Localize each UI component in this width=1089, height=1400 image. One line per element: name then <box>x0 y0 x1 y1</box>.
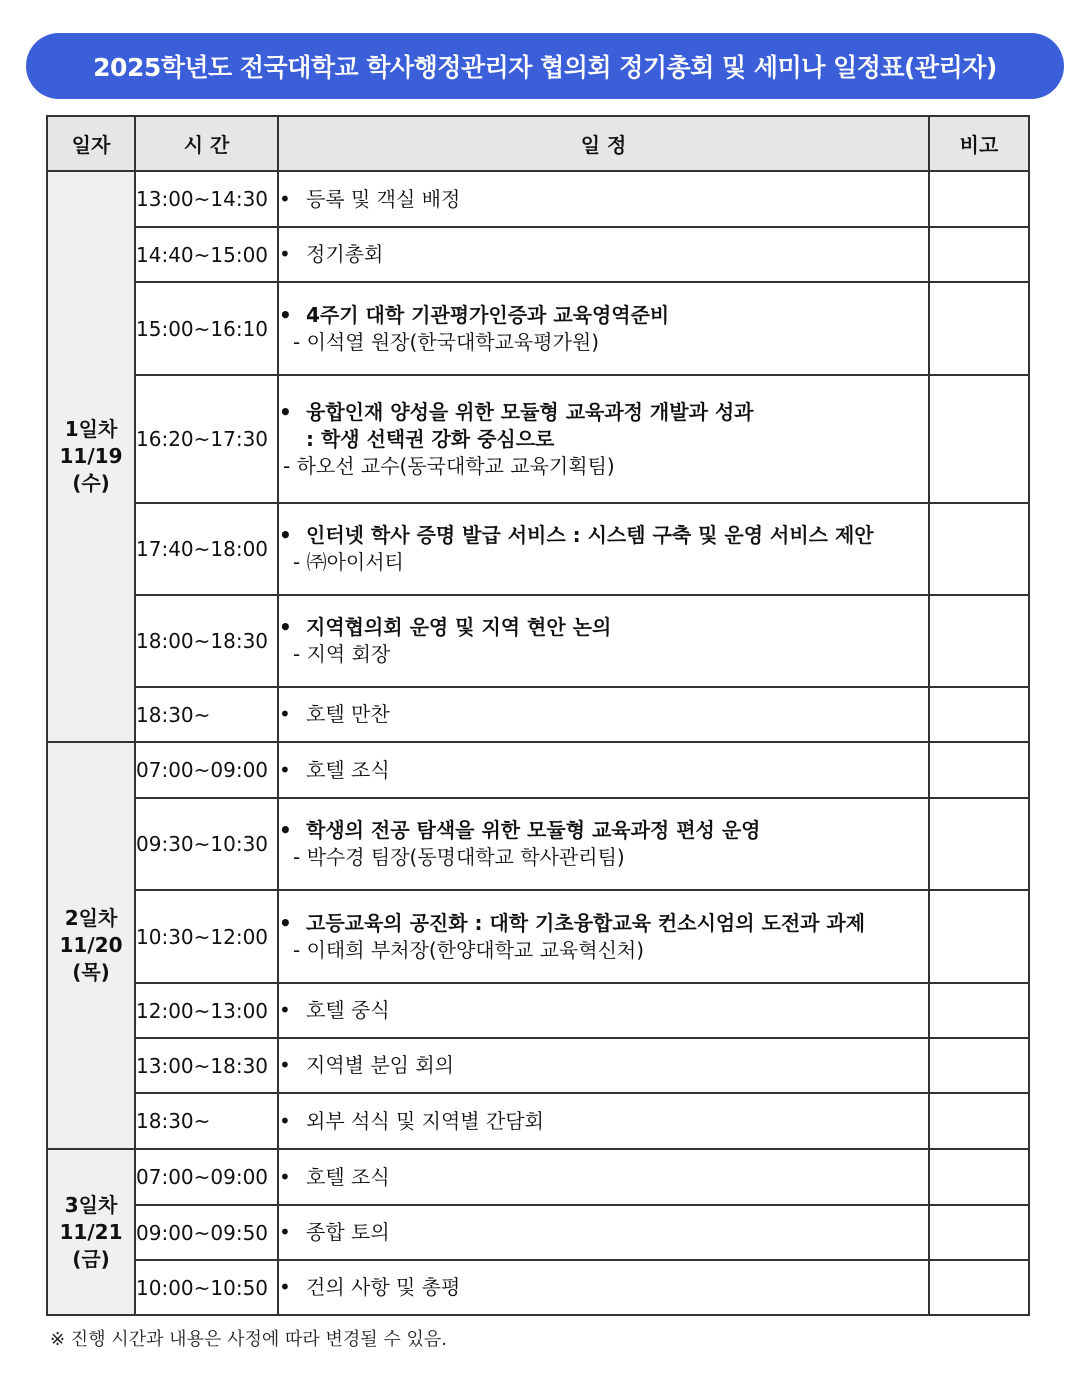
time-cell: 13:00~14:30 <box>135 171 278 227</box>
table-row <box>47 171 1029 227</box>
table-row <box>47 503 1029 595</box>
event-cell: • 지역협의회 운영 및 지역 현안 논의 - 지역 회장 <box>278 595 929 687</box>
time-cell: 07:00~09:00 <box>135 1149 278 1205</box>
schedule-table <box>46 115 1030 1316</box>
note-cell <box>929 687 1029 742</box>
table-row <box>47 798 1029 890</box>
note-cell <box>929 1149 1029 1205</box>
note-cell <box>929 983 1029 1038</box>
page-title: 2025학년도 전국대학교 학사행정관리자 협의회 정기총회 및 세미나 일정표(관리자) <box>93 53 997 82</box>
table-row <box>47 282 1029 375</box>
table-row <box>47 742 1029 798</box>
table-row <box>47 1260 1029 1315</box>
table-row <box>47 1038 1029 1093</box>
table-row <box>47 1149 1029 1205</box>
time-cell: 18:00~18:30 <box>135 595 278 687</box>
note-cell <box>929 375 1029 503</box>
time-cell: 13:00~18:30 <box>135 1038 278 1093</box>
event-cell: • 인터넷 학사 증명 발급 서비스 : 시스템 구축 및 운영 서비스 제안 - ㈜아이서티 <box>278 503 929 595</box>
time-cell: 10:00~10:50 <box>135 1260 278 1315</box>
time-cell: 17:40~18:00 <box>135 503 278 595</box>
event-cell: • 4주기 대학 기관평가인증과 교육영역준비 - 이석열 원장(한국대학교육평가원) <box>278 282 929 375</box>
page-title-banner <box>26 33 1064 99</box>
time-cell: 12:00~13:00 <box>135 983 278 1038</box>
event-cell: • 종합 토의 <box>278 1205 929 1260</box>
event-cell: • 호텔 만찬 <box>278 687 929 742</box>
footnote: ※ 진행 시간과 내용은 사정에 따라 변경될 수 있음. <box>50 1329 447 1350</box>
time-cell: 18:30~ <box>135 1093 278 1149</box>
event-cell: • 학생의 전공 탐색을 위한 모듈형 교육과정 편성 운영 - 박수경 팀장(동명대학교 학사관리팀) <box>278 798 929 890</box>
table-row <box>47 1093 1029 1149</box>
header-time: 시 간 <box>135 116 278 171</box>
note-cell <box>929 595 1029 687</box>
table-row <box>47 687 1029 742</box>
note-cell <box>929 171 1029 227</box>
table-row <box>47 1205 1029 1260</box>
event-cell: • 융합인재 양성을 위한 모듈형 교육과정 개발과 성과 : 학생 선택권 강화 중심으로 - 하오선 교수(동국대학교 교육기획팀) <box>278 375 929 503</box>
time-cell: 15:00~16:10 <box>135 282 278 375</box>
header-note: 비고 <box>929 116 1029 171</box>
time-cell: 09:30~10:30 <box>135 798 278 890</box>
event-cell: • 호텔 중식 <box>278 983 929 1038</box>
table-row <box>47 890 1029 983</box>
note-cell <box>929 503 1029 595</box>
note-cell <box>929 227 1029 282</box>
event-cell: • 호텔 조식 <box>278 742 929 798</box>
time-cell: 07:00~09:00 <box>135 742 278 798</box>
event-cell: • 건의 사항 및 총평 <box>278 1260 929 1315</box>
time-cell: 10:30~12:00 <box>135 890 278 983</box>
event-cell: • 등록 및 객실 배정 <box>278 171 929 227</box>
time-cell: 18:30~ <box>135 687 278 742</box>
day-3-cell: 3일차 11/21 (금) <box>47 1149 135 1315</box>
note-cell <box>929 742 1029 798</box>
day-1-cell: 1일차 11/19 (수) <box>47 171 135 742</box>
header-row <box>47 116 1029 171</box>
table-row <box>47 983 1029 1038</box>
time-cell: 16:20~17:30 <box>135 375 278 503</box>
event-cell: • 정기총회 <box>278 227 929 282</box>
note-cell <box>929 282 1029 375</box>
header-day: 일자 <box>47 116 135 171</box>
note-cell <box>929 1038 1029 1093</box>
note-cell <box>929 1205 1029 1260</box>
note-cell <box>929 798 1029 890</box>
note-cell <box>929 1093 1029 1149</box>
table-row <box>47 595 1029 687</box>
event-cell: • 고등교육의 공진화 : 대학 기초융합교육 컨소시엄의 도전과 과제 - 이태희 부처장(한양대학교 교육혁신처) <box>278 890 929 983</box>
event-cell: • 호텔 조식 <box>278 1149 929 1205</box>
note-cell <box>929 1260 1029 1315</box>
time-cell: 09:00~09:50 <box>135 1205 278 1260</box>
table-row <box>47 375 1029 503</box>
header-event: 일 정 <box>278 116 929 171</box>
event-cell: • 지역별 분임 회의 <box>278 1038 929 1093</box>
event-cell: • 외부 석식 및 지역별 간담회 <box>278 1093 929 1149</box>
time-cell: 14:40~15:00 <box>135 227 278 282</box>
note-cell <box>929 890 1029 983</box>
table-row <box>47 227 1029 282</box>
day-2-cell: 2일차 11/20 (목) <box>47 742 135 1149</box>
